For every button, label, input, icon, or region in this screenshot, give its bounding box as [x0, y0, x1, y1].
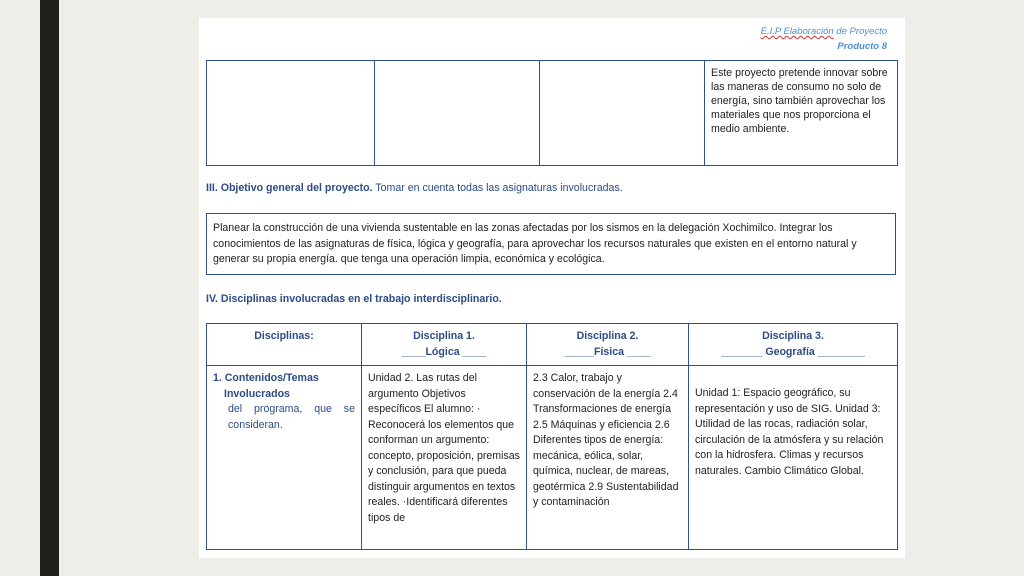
section-3-title: III. Objetivo general del proyecto.	[206, 182, 373, 194]
section-4-heading	[206, 293, 502, 305]
project-description-cell: Este proyecto pretende innovar sobre las maneras de consumo no solo de energía, sino también aprovechar los materiales que nos proporciona el medio ambiente.	[705, 61, 898, 166]
objective-box: Planear la construcción de una vivienda sustentable en las zonas afectadas por los sismos en la delegación Xochimilco. Integrar los conocimientos de las asignaturas de física, lógica y geografía, para aprovechar los recursos naturales que existen en el entorno natural y generar su propia energía. que tenga una operación limpia, económica y ecológica.	[206, 213, 896, 275]
physics-content-cell: 2.3 Calor, trabajo y conservación de la energía 2.4 Transformaciones de energía 2.5 Máquinas y eficiencia 2.6 Diferentes tipos de energía: mecánica, eólica, solar, química, nuclear, de mareas, geotérmica 2.9 Sustentabilidad y contaminación	[527, 366, 689, 550]
disciplines-table	[206, 323, 898, 550]
section-3-heading	[206, 182, 623, 194]
section-3-subtitle: Tomar en cuenta todas las asignaturas involucradas.	[372, 182, 623, 194]
header-text: de Proyecto	[833, 26, 887, 37]
header-disciplines: Disciplinas:	[207, 324, 362, 366]
header-underlined-text: E.I.P Elaboración	[760, 26, 834, 37]
empty-cell	[207, 61, 375, 166]
header-discipline-1: Disciplina 1. ____Lógica ____	[362, 324, 527, 366]
header-discipline-2: Disciplina 2. _____Física ____	[527, 324, 689, 366]
header-product: Producto 8	[837, 41, 887, 52]
header-discipline-3: Disciplina 3. _______ Geografía ________	[689, 324, 898, 366]
top-table	[206, 60, 898, 166]
section-4-title: IV. Disciplinas involucradas en el trabajo interdisciplinario.	[206, 293, 502, 305]
left-dark-bar	[40, 0, 59, 576]
logic-content-cell: Unidad 2. Las rutas del argumento Objetivos específicos El alumno: · Reconocerá los elementos que conforman un argumento: concepto, proposición, premisas y conclusión, para que pueda distinguir argumentos en textos reales. ·Identificará diferentes tipos de	[362, 366, 527, 550]
page-header	[761, 24, 887, 54]
geography-content-cell: Unidad 1: Espacio geográfico, su representación y uso de SIG. Unidad 3: Utilidad de las rocas, radiación solar, circulación de la atmósfera y su relación con la hidrosfera. Climas y recursos naturales. Cambio Climático Global.	[689, 366, 898, 550]
document-page	[199, 18, 905, 558]
table-header-row	[207, 324, 898, 366]
empty-cell	[375, 61, 540, 166]
empty-cell	[540, 61, 705, 166]
table-row	[207, 366, 898, 550]
row-label-cell: 1. Contenidos/Temas Involucrados del programa, que se consideran.	[207, 366, 362, 550]
